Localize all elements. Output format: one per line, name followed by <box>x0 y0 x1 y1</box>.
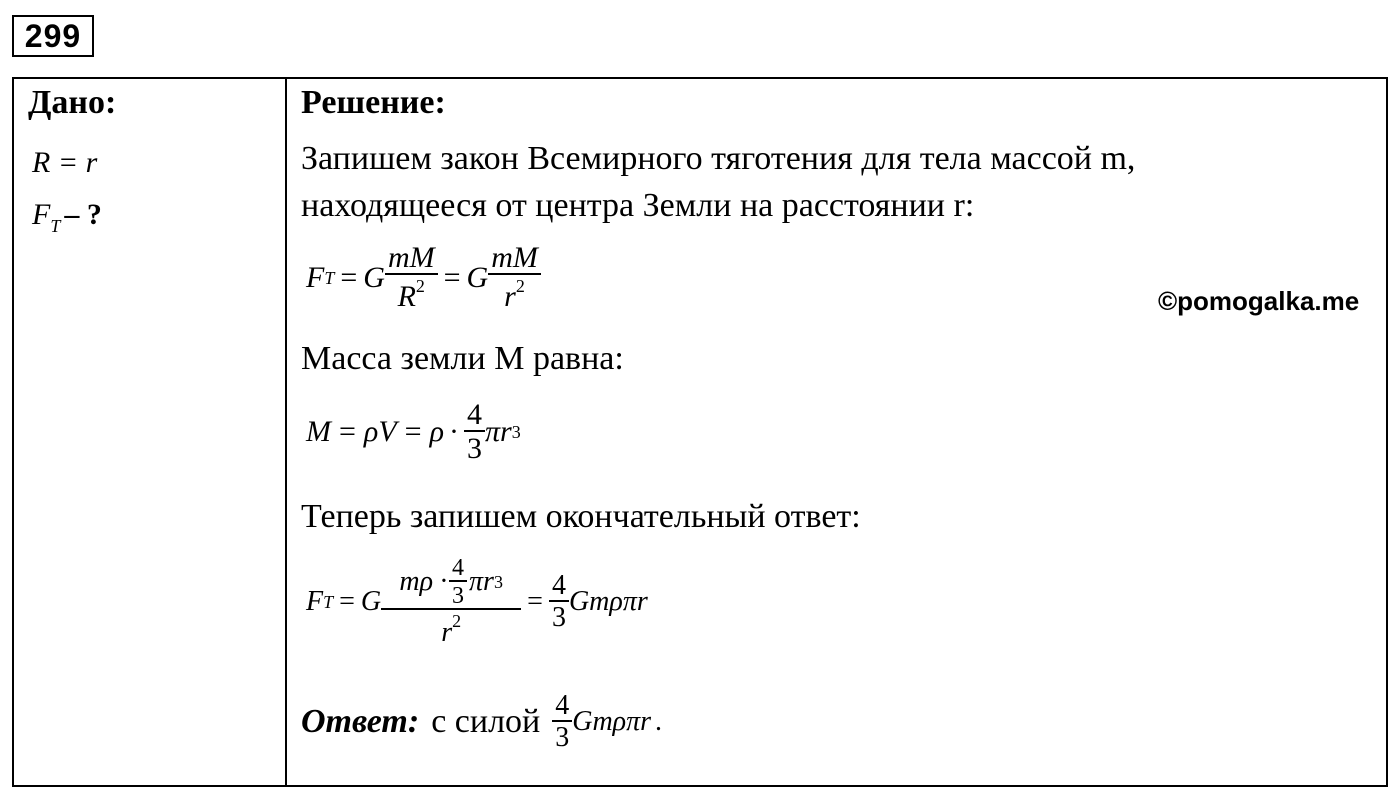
equals-sign: = <box>443 260 461 294</box>
denominator: 3 <box>549 600 569 632</box>
denominator: $r^2$ <box>381 608 521 647</box>
find-sub: T <box>50 216 61 236</box>
solution-text-mass: Масса земли M равна: <box>301 340 624 377</box>
numerator: 4 <box>555 690 570 721</box>
answer-fraction <box>552 692 572 752</box>
formula-sub: T <box>323 591 334 612</box>
fraction <box>549 569 569 633</box>
problem-number: 299 <box>12 15 94 57</box>
equals-sign: = <box>340 260 358 294</box>
solution-heading: Решение: <box>301 84 446 121</box>
equals-sign: = <box>339 585 355 617</box>
formula-mass <box>306 400 521 464</box>
formula-symbol: G <box>363 260 385 294</box>
answer-label: Ответ: <box>301 703 420 740</box>
formula-gravitation <box>306 243 541 312</box>
answer-text: с силой <box>431 703 541 740</box>
equals-sign: = <box>404 415 422 448</box>
answer-period: . <box>655 706 663 737</box>
formula-symbol: ρ <box>429 415 444 448</box>
denominator: 3 <box>464 430 485 464</box>
watermark: ©pomogalka.me <box>1158 286 1360 316</box>
formula-term: πr <box>484 415 512 448</box>
solution-table <box>12 77 1388 787</box>
fraction <box>488 243 541 312</box>
formula-sub: T <box>324 267 335 288</box>
solution-text-line2: находящееся от центра Земли на расстоянии r: <box>301 187 975 224</box>
equals-sign: = <box>339 415 356 448</box>
formula-symbol: F <box>306 585 324 617</box>
formula-symbol: G <box>466 260 489 294</box>
given-heading: Дано: <box>28 84 117 121</box>
solution-text-final: Теперь запишем окончательный ответ: <box>301 498 861 535</box>
denominator: 3 <box>552 720 572 752</box>
find-quantity <box>32 200 102 235</box>
formula-term: ρV <box>363 415 397 448</box>
denominator: $r^2$ <box>488 273 541 312</box>
numerator: 4 <box>466 398 482 431</box>
equals-sign: = <box>527 585 543 617</box>
formula-symbol: M <box>306 415 331 448</box>
formula-final <box>306 556 648 647</box>
numerator: mρ · $\frac{4}{3}$ πr 3 <box>399 555 503 609</box>
find-tail: – ? <box>64 198 102 231</box>
solution-text-line1: Запишем закон Всемирного тяготения для тела массой m, <box>301 140 1136 177</box>
numerator: mM <box>387 241 435 274</box>
compound-fraction <box>381 556 521 647</box>
multiply-dot: · <box>448 415 459 448</box>
formula-symbol: G <box>360 585 382 617</box>
answer-line <box>301 692 662 752</box>
find-symbol: F <box>32 198 51 231</box>
fraction <box>464 400 485 464</box>
column-divider <box>285 77 287 787</box>
denominator: $R^2$ <box>385 273 438 312</box>
exponent: 3 <box>511 422 521 442</box>
formula-term: Gmρπr <box>568 585 648 617</box>
given-condition: R = r <box>32 146 98 179</box>
numerator: 4 <box>551 569 566 601</box>
numerator: mM <box>491 241 538 274</box>
answer-term: Gmρπr <box>572 706 652 737</box>
formula-symbol: F <box>306 260 325 294</box>
fraction <box>385 243 438 312</box>
